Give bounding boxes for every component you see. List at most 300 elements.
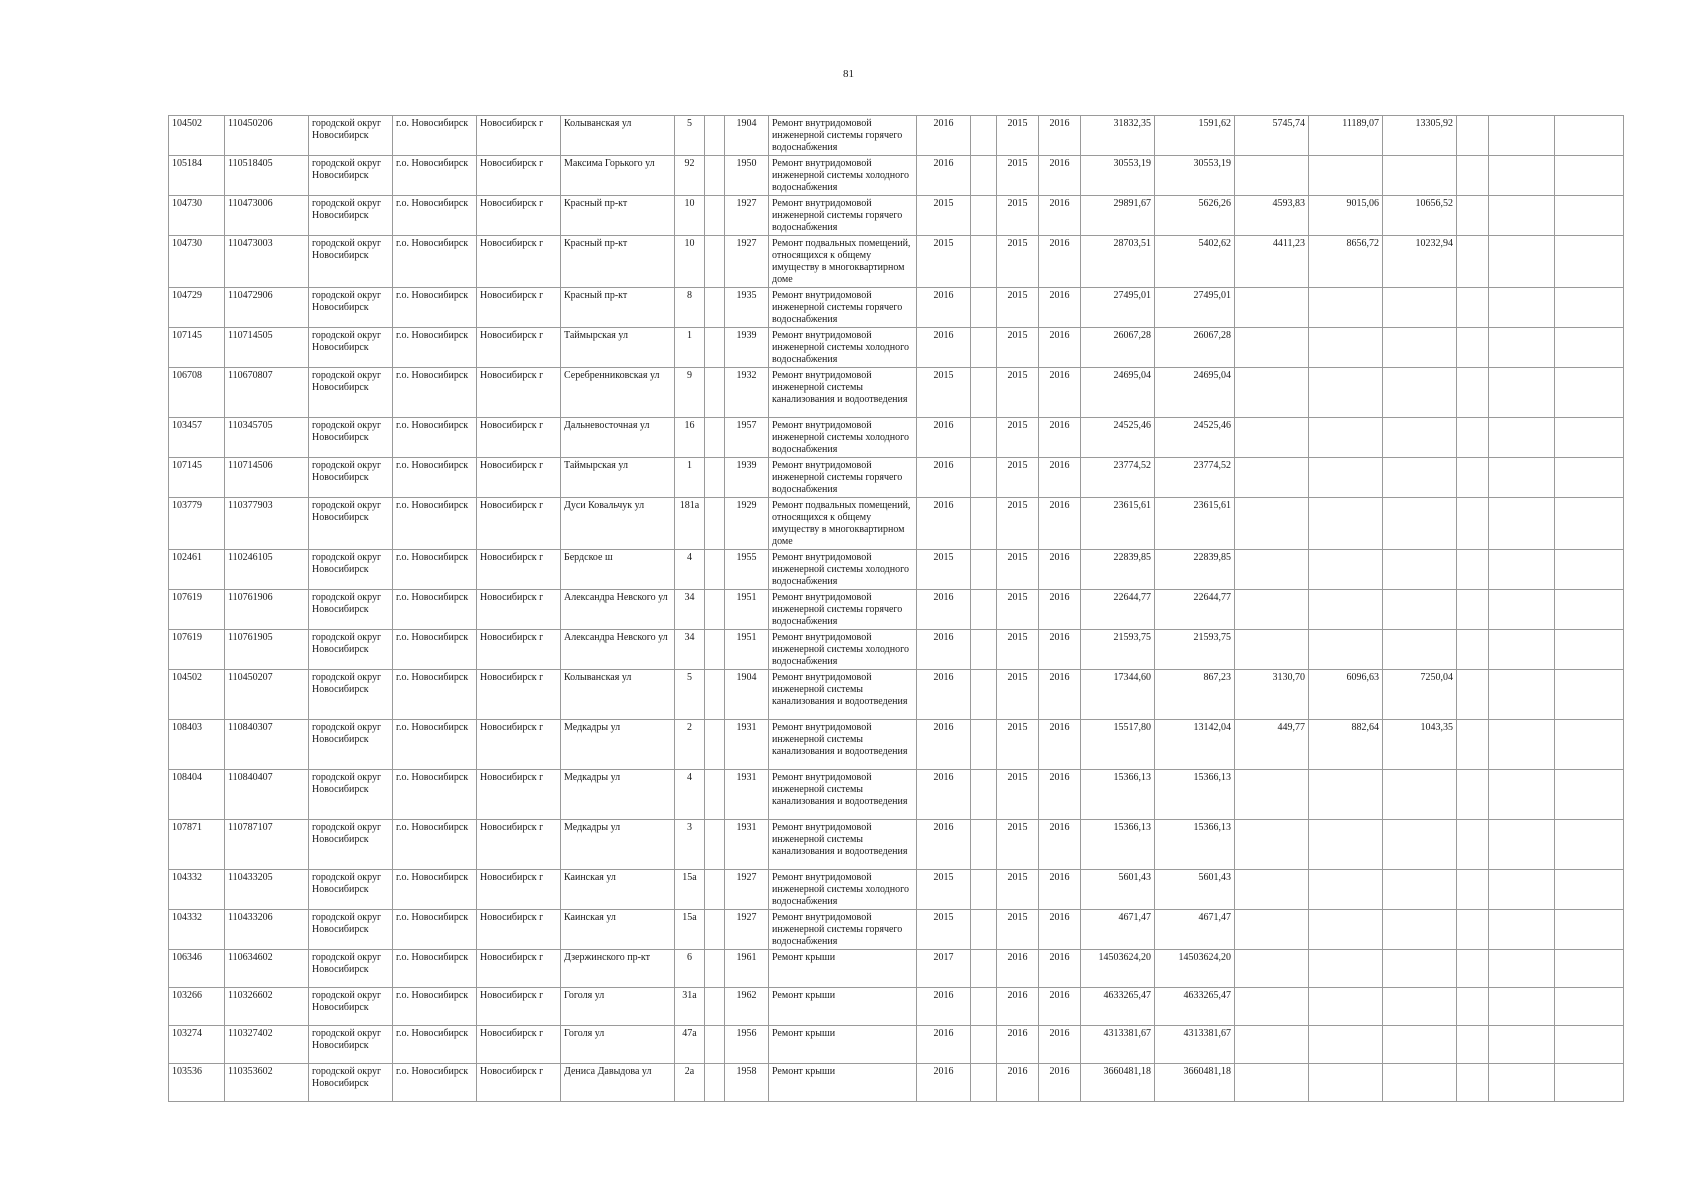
fund-amount-cell: 4633265,47 <box>1155 988 1235 1026</box>
house-number-cell: 1 <box>675 328 705 368</box>
row-id-cell: 104332 <box>169 910 225 950</box>
row-id-cell: 105184 <box>169 156 225 196</box>
year-built-cell: 1904 <box>725 116 769 156</box>
empty-cell <box>1489 288 1555 328</box>
street-cell: Медкадры ул <box>561 770 675 820</box>
fund-amount-cell: 21593,75 <box>1155 630 1235 670</box>
house-number-cell: 16 <box>675 418 705 458</box>
district-cell: городской округ Новосибирск <box>309 820 393 870</box>
total-cost-cell: 28703,51 <box>1081 236 1155 288</box>
empty-cell <box>1457 1064 1489 1102</box>
city-cell: Новосибирск г <box>477 910 561 950</box>
amount-1-cell: 3130,70 <box>1235 670 1309 720</box>
building-letter-cell <box>705 590 725 630</box>
row-id-cell: 103779 <box>169 498 225 550</box>
fund-amount-cell: 1591,62 <box>1155 116 1235 156</box>
record-code-cell: 110326602 <box>225 988 309 1026</box>
empty-cell <box>971 910 997 950</box>
district-cell: городской округ Новосибирск <box>309 630 393 670</box>
empty-cell <box>1555 1026 1624 1064</box>
year-built-cell: 1955 <box>725 550 769 590</box>
empty-cell <box>1489 770 1555 820</box>
municipality-cell: г.о. Новосибирск <box>393 550 477 590</box>
fund-amount-cell: 24695,04 <box>1155 368 1235 418</box>
total-cost-cell: 30553,19 <box>1081 156 1155 196</box>
table-row <box>169 988 1624 1026</box>
fund-amount-cell: 4671,47 <box>1155 910 1235 950</box>
record-code-cell: 110450206 <box>225 116 309 156</box>
street-cell: Серебренниковская ул <box>561 368 675 418</box>
row-id-cell: 104730 <box>169 236 225 288</box>
city-cell: Новосибирск г <box>477 950 561 988</box>
house-number-cell: 31а <box>675 988 705 1026</box>
city-cell: Новосибирск г <box>477 418 561 458</box>
empty-cell <box>971 328 997 368</box>
year-built-cell: 1950 <box>725 156 769 196</box>
street-cell: Медкадры ул <box>561 820 675 870</box>
empty-cell <box>1457 870 1489 910</box>
fund-amount-cell: 867,23 <box>1155 670 1235 720</box>
street-cell: Красный пр-кт <box>561 288 675 328</box>
plan-year-cell: 2016 <box>917 1026 971 1064</box>
empty-cell <box>1457 116 1489 156</box>
city-cell: Новосибирск г <box>477 670 561 720</box>
amount-3-cell: 1043,35 <box>1383 720 1457 770</box>
period-end-cell: 2016 <box>1039 1026 1081 1064</box>
empty-cell <box>1457 498 1489 550</box>
municipality-cell: г.о. Новосибирск <box>393 630 477 670</box>
building-letter-cell <box>705 116 725 156</box>
table-row <box>169 1064 1624 1102</box>
amount-2-cell <box>1309 1064 1383 1102</box>
district-cell: городской округ Новосибирск <box>309 498 393 550</box>
year-built-cell: 1951 <box>725 630 769 670</box>
total-cost-cell: 15366,13 <box>1081 770 1155 820</box>
house-number-cell: 47а <box>675 1026 705 1064</box>
empty-cell <box>1489 418 1555 458</box>
district-cell: городской округ Новосибирск <box>309 720 393 770</box>
plan-year-cell: 2016 <box>917 720 971 770</box>
plan-year-cell: 2016 <box>917 590 971 630</box>
amount-3-cell <box>1383 1026 1457 1064</box>
amount-1-cell <box>1235 328 1309 368</box>
table-row <box>169 630 1624 670</box>
total-cost-cell: 31832,35 <box>1081 116 1155 156</box>
record-code-cell: 110787107 <box>225 820 309 870</box>
table-row <box>169 328 1624 368</box>
amount-2-cell <box>1309 156 1383 196</box>
empty-cell <box>1555 368 1624 418</box>
total-cost-cell: 4313381,67 <box>1081 1026 1155 1064</box>
period-start-cell: 2015 <box>997 418 1039 458</box>
district-cell: городской округ Новосибирск <box>309 328 393 368</box>
record-code-cell: 110714506 <box>225 458 309 498</box>
table-row <box>169 720 1624 770</box>
year-built-cell: 1935 <box>725 288 769 328</box>
period-end-cell: 2016 <box>1039 328 1081 368</box>
empty-cell <box>971 368 997 418</box>
amount-3-cell: 13305,92 <box>1383 116 1457 156</box>
house-number-cell: 3 <box>675 820 705 870</box>
work-type-cell: Ремонт внутридомовой инженерной системы канализования и водоотведения <box>769 368 917 418</box>
empty-cell <box>1489 458 1555 498</box>
district-cell: городской округ Новосибирск <box>309 156 393 196</box>
street-cell: Александра Невского ул <box>561 590 675 630</box>
house-number-cell: 4 <box>675 550 705 590</box>
work-type-cell: Ремонт внутридомовой инженерной системы холодного водоснабжения <box>769 418 917 458</box>
amount-1-cell <box>1235 1026 1309 1064</box>
period-end-cell: 2016 <box>1039 116 1081 156</box>
municipality-cell: г.о. Новосибирск <box>393 498 477 550</box>
empty-cell <box>971 720 997 770</box>
row-id-cell: 107619 <box>169 590 225 630</box>
municipality-cell: г.о. Новосибирск <box>393 368 477 418</box>
empty-cell <box>1555 770 1624 820</box>
city-cell: Новосибирск г <box>477 236 561 288</box>
plan-year-cell: 2016 <box>917 418 971 458</box>
amount-3-cell <box>1383 368 1457 418</box>
amount-3-cell <box>1383 550 1457 590</box>
empty-cell <box>1457 820 1489 870</box>
building-letter-cell <box>705 288 725 328</box>
amount-2-cell <box>1309 820 1383 870</box>
plan-year-cell: 2015 <box>917 870 971 910</box>
row-id-cell: 108403 <box>169 720 225 770</box>
fund-amount-cell: 3660481,18 <box>1155 1064 1235 1102</box>
city-cell: Новосибирск г <box>477 458 561 498</box>
row-id-cell: 104730 <box>169 196 225 236</box>
municipality-cell: г.о. Новосибирск <box>393 1064 477 1102</box>
city-cell: Новосибирск г <box>477 156 561 196</box>
plan-year-cell: 2016 <box>917 670 971 720</box>
fund-amount-cell: 5626,26 <box>1155 196 1235 236</box>
record-code-cell: 110246105 <box>225 550 309 590</box>
empty-cell <box>971 288 997 328</box>
total-cost-cell: 15517,80 <box>1081 720 1155 770</box>
period-end-cell: 2016 <box>1039 950 1081 988</box>
period-end-cell: 2016 <box>1039 720 1081 770</box>
street-cell: Каинская ул <box>561 870 675 910</box>
total-cost-cell: 4633265,47 <box>1081 988 1155 1026</box>
fund-amount-cell: 22839,85 <box>1155 550 1235 590</box>
municipality-cell: г.о. Новосибирск <box>393 870 477 910</box>
row-id-cell: 104332 <box>169 870 225 910</box>
empty-cell <box>1489 156 1555 196</box>
empty-cell <box>971 630 997 670</box>
total-cost-cell: 4671,47 <box>1081 910 1155 950</box>
empty-cell <box>971 418 997 458</box>
row-id-cell: 108404 <box>169 770 225 820</box>
city-cell: Новосибирск г <box>477 116 561 156</box>
period-start-cell: 2016 <box>997 950 1039 988</box>
work-type-cell: Ремонт внутридомовой инженерной системы канализования и водоотведения <box>769 670 917 720</box>
amount-3-cell <box>1383 910 1457 950</box>
amount-3-cell <box>1383 820 1457 870</box>
municipality-cell: г.о. Новосибирск <box>393 988 477 1026</box>
fund-amount-cell: 30553,19 <box>1155 156 1235 196</box>
empty-cell <box>971 1026 997 1064</box>
building-letter-cell <box>705 820 725 870</box>
house-number-cell: 15а <box>675 870 705 910</box>
record-code-cell: 110634602 <box>225 950 309 988</box>
empty-cell <box>1489 116 1555 156</box>
table-row <box>169 670 1624 720</box>
municipality-cell: г.о. Новосибирск <box>393 720 477 770</box>
street-cell: Гоголя ул <box>561 988 675 1026</box>
building-letter-cell <box>705 498 725 550</box>
empty-cell <box>1457 156 1489 196</box>
amount-1-cell: 4411,23 <box>1235 236 1309 288</box>
municipality-cell: г.о. Новосибирск <box>393 820 477 870</box>
record-code-cell: 110840307 <box>225 720 309 770</box>
total-cost-cell: 5601,43 <box>1081 870 1155 910</box>
amount-1-cell <box>1235 988 1309 1026</box>
empty-cell <box>1457 770 1489 820</box>
record-code-cell: 110473006 <box>225 196 309 236</box>
plan-year-cell: 2015 <box>917 550 971 590</box>
amount-1-cell <box>1235 870 1309 910</box>
period-start-cell: 2015 <box>997 196 1039 236</box>
table-row <box>169 1026 1624 1064</box>
empty-cell <box>971 670 997 720</box>
table-row <box>169 770 1624 820</box>
house-number-cell: 5 <box>675 670 705 720</box>
row-id-cell: 103457 <box>169 418 225 458</box>
table-row <box>169 458 1624 498</box>
work-type-cell: Ремонт внутридомовой инженерной системы горячего водоснабжения <box>769 458 917 498</box>
row-id-cell: 104502 <box>169 670 225 720</box>
work-type-cell: Ремонт внутридомовой инженерной системы горячего водоснабжения <box>769 196 917 236</box>
house-number-cell: 10 <box>675 196 705 236</box>
district-cell: городской округ Новосибирск <box>309 288 393 328</box>
plan-year-cell: 2016 <box>917 820 971 870</box>
district-cell: городской округ Новосибирск <box>309 950 393 988</box>
city-cell: Новосибирск г <box>477 1026 561 1064</box>
empty-cell <box>1489 1026 1555 1064</box>
amount-1-cell <box>1235 458 1309 498</box>
work-type-cell: Ремонт внутридомовой инженерной системы холодного водоснабжения <box>769 630 917 670</box>
building-letter-cell <box>705 720 725 770</box>
plan-year-cell: 2016 <box>917 630 971 670</box>
amount-1-cell: 5745,74 <box>1235 116 1309 156</box>
period-start-cell: 2015 <box>997 550 1039 590</box>
plan-year-cell: 2016 <box>917 156 971 196</box>
total-cost-cell: 23615,61 <box>1081 498 1155 550</box>
amount-3-cell <box>1383 870 1457 910</box>
city-cell: Новосибирск г <box>477 770 561 820</box>
amount-1-cell: 4593,83 <box>1235 196 1309 236</box>
empty-cell <box>1555 870 1624 910</box>
empty-cell <box>1555 116 1624 156</box>
period-end-cell: 2016 <box>1039 770 1081 820</box>
empty-cell <box>1555 418 1624 458</box>
period-end-cell: 2016 <box>1039 590 1081 630</box>
row-id-cell: 103536 <box>169 1064 225 1102</box>
building-letter-cell <box>705 368 725 418</box>
fund-amount-cell: 27495,01 <box>1155 288 1235 328</box>
empty-cell <box>1489 870 1555 910</box>
empty-cell <box>1457 196 1489 236</box>
house-number-cell: 34 <box>675 590 705 630</box>
district-cell: городской округ Новосибирск <box>309 870 393 910</box>
street-cell: Гоголя ул <box>561 1026 675 1064</box>
district-cell: городской округ Новосибирск <box>309 236 393 288</box>
district-cell: городской округ Новосибирск <box>309 770 393 820</box>
record-code-cell: 110377903 <box>225 498 309 550</box>
record-code-cell: 110450207 <box>225 670 309 720</box>
building-letter-cell <box>705 458 725 498</box>
fund-amount-cell: 15366,13 <box>1155 770 1235 820</box>
empty-cell <box>1555 910 1624 950</box>
record-code-cell: 110472906 <box>225 288 309 328</box>
total-cost-cell: 22644,77 <box>1081 590 1155 630</box>
period-end-cell: 2016 <box>1039 910 1081 950</box>
building-letter-cell <box>705 630 725 670</box>
empty-cell <box>1489 196 1555 236</box>
empty-cell <box>1457 368 1489 418</box>
amount-3-cell: 10656,52 <box>1383 196 1457 236</box>
empty-cell <box>1457 670 1489 720</box>
municipality-cell: г.о. Новосибирск <box>393 770 477 820</box>
empty-cell <box>1489 670 1555 720</box>
period-end-cell: 2016 <box>1039 368 1081 418</box>
plan-year-cell: 2015 <box>917 910 971 950</box>
empty-cell <box>1555 156 1624 196</box>
house-number-cell: 34 <box>675 630 705 670</box>
record-code-cell: 110670807 <box>225 368 309 418</box>
empty-cell <box>1555 328 1624 368</box>
empty-cell <box>1489 988 1555 1026</box>
district-cell: городской округ Новосибирск <box>309 1064 393 1102</box>
street-cell: Таймырская ул <box>561 458 675 498</box>
fund-amount-cell: 14503624,20 <box>1155 950 1235 988</box>
work-type-cell: Ремонт внутридомовой инженерной системы холодного водоснабжения <box>769 550 917 590</box>
fund-amount-cell: 13142,04 <box>1155 720 1235 770</box>
total-cost-cell: 24525,46 <box>1081 418 1155 458</box>
building-letter-cell <box>705 870 725 910</box>
house-number-cell: 9 <box>675 368 705 418</box>
period-end-cell: 2016 <box>1039 550 1081 590</box>
table-row <box>169 820 1624 870</box>
amount-2-cell: 882,64 <box>1309 720 1383 770</box>
empty-cell <box>1555 988 1624 1026</box>
work-type-cell: Ремонт внутридомовой инженерной системы канализования и водоотведения <box>769 820 917 870</box>
empty-cell <box>971 236 997 288</box>
empty-cell <box>1489 236 1555 288</box>
empty-cell <box>971 498 997 550</box>
empty-cell <box>1457 720 1489 770</box>
amount-2-cell <box>1309 950 1383 988</box>
empty-cell <box>1457 988 1489 1026</box>
house-number-cell: 10 <box>675 236 705 288</box>
work-type-cell: Ремонт внутридомовой инженерной системы горячего водоснабжения <box>769 590 917 630</box>
building-letter-cell <box>705 236 725 288</box>
total-cost-cell: 17344,60 <box>1081 670 1155 720</box>
amount-2-cell <box>1309 288 1383 328</box>
street-cell: Дальневосточная ул <box>561 418 675 458</box>
table-row <box>169 870 1624 910</box>
year-built-cell: 1927 <box>725 236 769 288</box>
empty-cell <box>971 116 997 156</box>
district-cell: городской округ Новосибирск <box>309 910 393 950</box>
row-id-cell: 104502 <box>169 116 225 156</box>
row-id-cell: 104729 <box>169 288 225 328</box>
work-type-cell: Ремонт внутридомовой инженерной системы холодного водоснабжения <box>769 156 917 196</box>
empty-cell <box>1489 550 1555 590</box>
empty-cell <box>1489 720 1555 770</box>
city-cell: Новосибирск г <box>477 368 561 418</box>
period-start-cell: 2015 <box>997 156 1039 196</box>
empty-cell <box>1555 950 1624 988</box>
amount-1-cell <box>1235 1064 1309 1102</box>
row-id-cell: 107871 <box>169 820 225 870</box>
district-cell: городской округ Новосибирск <box>309 988 393 1026</box>
record-code-cell: 110473003 <box>225 236 309 288</box>
city-cell: Новосибирск г <box>477 988 561 1026</box>
table-row <box>169 910 1624 950</box>
year-built-cell: 1931 <box>725 820 769 870</box>
amount-2-cell <box>1309 498 1383 550</box>
fund-amount-cell: 5402,62 <box>1155 236 1235 288</box>
empty-cell <box>1555 458 1624 498</box>
table-row <box>169 950 1624 988</box>
amount-1-cell <box>1235 770 1309 820</box>
municipality-cell: г.о. Новосибирск <box>393 418 477 458</box>
page-number: 81 <box>843 68 854 80</box>
city-cell: Новосибирск г <box>477 288 561 328</box>
house-number-cell: 1 <box>675 458 705 498</box>
year-built-cell: 1939 <box>725 458 769 498</box>
year-built-cell: 1927 <box>725 910 769 950</box>
year-built-cell: 1958 <box>725 1064 769 1102</box>
empty-cell <box>971 950 997 988</box>
amount-2-cell <box>1309 550 1383 590</box>
house-number-cell: 8 <box>675 288 705 328</box>
amount-2-cell <box>1309 870 1383 910</box>
empty-cell <box>1457 550 1489 590</box>
house-number-cell: 2а <box>675 1064 705 1102</box>
period-start-cell: 2015 <box>997 720 1039 770</box>
period-end-cell: 2016 <box>1039 870 1081 910</box>
total-cost-cell: 29891,67 <box>1081 196 1155 236</box>
period-start-cell: 2015 <box>997 458 1039 498</box>
house-number-cell: 5 <box>675 116 705 156</box>
house-number-cell: 6 <box>675 950 705 988</box>
record-code-cell: 110840407 <box>225 770 309 820</box>
period-end-cell: 2016 <box>1039 196 1081 236</box>
empty-cell <box>1555 630 1624 670</box>
street-cell: Дуси Ковальчук ул <box>561 498 675 550</box>
amount-3-cell <box>1383 418 1457 458</box>
empty-cell <box>1457 418 1489 458</box>
amount-3-cell <box>1383 288 1457 328</box>
empty-cell <box>1555 590 1624 630</box>
year-built-cell: 1932 <box>725 368 769 418</box>
street-cell: Александра Невского ул <box>561 630 675 670</box>
empty-cell <box>1457 288 1489 328</box>
district-cell: городской округ Новосибирск <box>309 670 393 720</box>
amount-2-cell <box>1309 418 1383 458</box>
empty-cell <box>971 196 997 236</box>
fund-amount-cell: 23774,52 <box>1155 458 1235 498</box>
street-cell: Колыванская ул <box>561 670 675 720</box>
register-body <box>169 116 1624 1102</box>
table-row <box>169 590 1624 630</box>
table-row <box>169 236 1624 288</box>
fund-amount-cell: 15366,13 <box>1155 820 1235 870</box>
building-letter-cell <box>705 1026 725 1064</box>
record-code-cell: 110714505 <box>225 328 309 368</box>
